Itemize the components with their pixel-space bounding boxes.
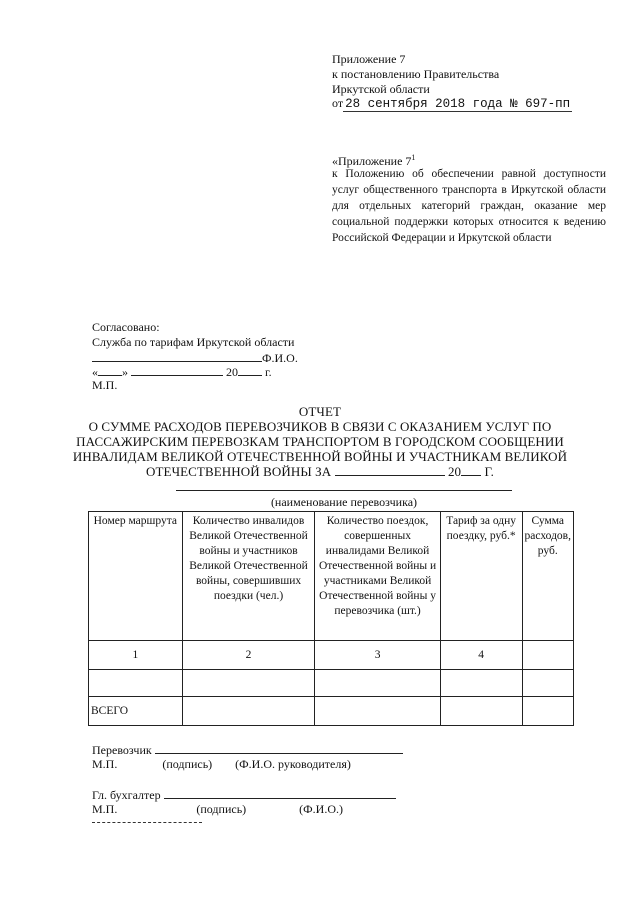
col-number-1: 1 <box>89 641 183 670</box>
appendix-region: Иркутской области <box>332 82 430 96</box>
table-cell <box>440 697 522 726</box>
accountant-stamp: М.П. <box>92 802 118 816</box>
col-number-4: 4 <box>440 641 522 670</box>
carrier-stamp: М.П. <box>92 757 118 771</box>
report-year-blank <box>461 464 481 476</box>
table-header-row <box>89 512 574 641</box>
accountant-label: Гл. бухгалтер <box>92 788 161 802</box>
header-persons: Количество инвалидов Великой Отечественной войны и участников Великой Отечественной войны, совершивших поездки (чел.) <box>182 512 315 641</box>
carrier-captions <box>92 757 351 772</box>
appendix-block-title-text: «Приложение 7 <box>332 154 412 168</box>
appendix-date <box>332 96 572 112</box>
report-period-prefix: ОТЕЧЕСТВЕННОЙ ВОЙНЫ ЗА <box>146 464 332 479</box>
report-title-line2: О СУММЕ РАСХОДОВ ПЕРЕВОЗЧИКОВ В СВЯЗИ С ОКАЗАНИЕМ УСЛУГ ПО <box>88 419 552 434</box>
report-period-blank <box>335 464 445 476</box>
year-blank <box>238 364 262 376</box>
day-blank <box>98 364 122 376</box>
carrier-signature-caption: (подпись) <box>162 757 213 771</box>
header-trips: Количество поездок, совершенных инвалидами Великой Отечественной войны и участниками Великой Отечественной войны у перевозчика (шт.) <box>315 512 440 641</box>
appendix-block-text: к Положению об обеспечении равной доступности услуг общественного транспорта в Иркутской области для отдельных категорий граждан, оказание мер социальной поддержки которых относится к ведению Российской Федерации и Иркутской области <box>332 168 606 244</box>
carrier-head-fio-caption: (Ф.И.О. руководителя) <box>235 757 351 771</box>
accountant-signature-line <box>92 787 396 803</box>
table-numbers-row <box>89 641 574 670</box>
appendix-decree: к постановлению Правительства <box>332 67 500 81</box>
approval-fio-blank <box>92 350 262 362</box>
table-cell <box>440 670 522 697</box>
total-label: ВСЕГО <box>89 697 183 726</box>
accountant-signature-blank <box>164 787 396 799</box>
report-title-line5 <box>70 464 570 479</box>
col-number-2: 2 <box>182 641 315 670</box>
table-cell <box>522 670 573 697</box>
carrier-name-line <box>176 490 512 491</box>
approval-stamp: М.П. <box>92 378 118 392</box>
header-sum: Сумма расходов, руб. <box>522 512 573 641</box>
approval-org: Служба по тарифам Иркутской области <box>92 335 295 349</box>
col-number-5 <box>522 641 573 670</box>
report-table <box>88 511 574 726</box>
appendix-block-title-sup: 1 <box>411 153 416 162</box>
accountant-captions <box>92 802 343 817</box>
approval-year: 20 <box>226 365 238 379</box>
header-route: Номер маршрута <box>89 512 183 641</box>
approval-year-suffix: г. <box>265 365 272 379</box>
quote-open: « <box>92 365 98 379</box>
col-number-3: 3 <box>315 641 440 670</box>
approval-date-line <box>92 364 272 380</box>
report-period-year: 20 <box>447 464 462 479</box>
accountant-fio-caption: (Ф.И.О.) <box>299 802 343 816</box>
approval-label: Согласовано: <box>92 320 160 334</box>
carrier-label: Перевозчик <box>92 743 152 757</box>
report-period-suffix: Г. <box>484 464 494 479</box>
table-cell <box>522 697 573 726</box>
month-blank <box>131 364 223 376</box>
date-prefix: от <box>332 96 344 110</box>
table-row <box>89 670 574 697</box>
table-cell <box>315 697 440 726</box>
table-total-row <box>89 697 574 726</box>
quote-close: » <box>122 365 128 379</box>
carrier-signature-blank <box>155 742 403 754</box>
report-title-line3: ПАССАЖИРСКИМ ПЕРЕВОЗКАМ ТРАНСПОРТОМ В ГОРОДСКОМ СООБЩЕНИИ <box>76 434 564 449</box>
table-cell <box>89 670 183 697</box>
table-cell <box>315 670 440 697</box>
date-value: 28 сентября 2018 года № 697-пп <box>345 97 571 111</box>
footnote-separator <box>92 822 202 823</box>
appendix-number: Приложение 7 <box>332 52 406 66</box>
table-cell <box>182 697 315 726</box>
carrier-signature-line <box>92 742 403 758</box>
report-title-line4: ИНВАЛИДАМ ВЕЛИКОЙ ОТЕЧЕСТВЕННОЙ ВОЙНЫ И УЧАСТНИКАМ ВЕЛИКОЙ <box>72 449 568 464</box>
table-cell <box>182 670 315 697</box>
report-title: ОТЧЕТ <box>298 404 342 419</box>
carrier-caption: (наименование перевозчика) <box>270 495 418 509</box>
accountant-signature-caption: (подпись) <box>196 802 247 816</box>
approval-fio: Ф.И.О. <box>262 351 298 365</box>
header-tariff: Тариф за одну поездку, руб.* <box>440 512 522 641</box>
